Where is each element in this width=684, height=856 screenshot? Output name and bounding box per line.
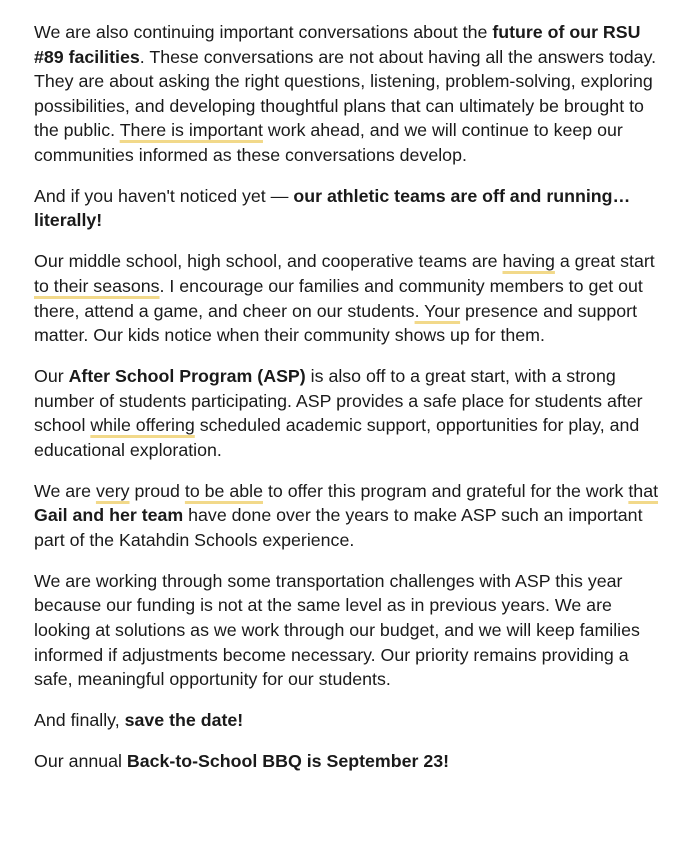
text-run: work ahead, and we will continue to keep our communities informed as these conversations develop. bbox=[34, 120, 623, 165]
text-run: And finally, bbox=[34, 710, 125, 731]
bold-text-bbq: Back-to-School BBQ is September 23! bbox=[126, 750, 450, 771]
text-run: presence and support matter. Our kids notice when their community shows up for them. bbox=[34, 300, 638, 346]
bold-text-asp: After School Program (ASP) bbox=[68, 366, 306, 387]
newsletter-body bbox=[34, 20, 664, 790]
paragraph-facilities bbox=[34, 20, 664, 168]
text-run: have done over the years to make ASP such an important part of the Katahdin Schools experience. bbox=[34, 505, 643, 550]
text-run: Our middle school, high school, and cooperative teams are bbox=[34, 251, 503, 272]
bold-text-gail: Gail and her team bbox=[34, 505, 184, 526]
grammar-suggestion-underline[interactable]: while offering bbox=[90, 415, 195, 436]
text-run: is also off to a great start, with a strong number of students participating. ASP provides a safe place for students after school bbox=[34, 366, 643, 436]
bold-text-save-date: save the date! bbox=[124, 710, 244, 731]
text-run: We are bbox=[34, 480, 96, 501]
paragraph-asp-intro bbox=[34, 364, 664, 462]
text-run: And if you haven't noticed yet — bbox=[34, 185, 294, 206]
grammar-suggestion-underline[interactable]: very bbox=[95, 480, 130, 501]
text-run: scheduled academic support, opportunities for play, and educational exploration. bbox=[34, 415, 640, 460]
text-run: a great start bbox=[554, 251, 655, 272]
bold-text-athletics: our athletic teams are off and running… literally! bbox=[34, 185, 631, 231]
text-run: . These conversations are not about having all the answers today. They are about asking the right questions, listening, problem-solving, exploring possibilities, and developing thoughtful plans that can ultimately be brought to the public. bbox=[34, 46, 657, 141]
grammar-suggestion-underline[interactable]: to their seasons bbox=[34, 275, 160, 296]
grammar-suggestion-underline[interactable]: having bbox=[502, 251, 555, 272]
text-run: We are also continuing important conversations about the bbox=[34, 22, 493, 42]
bold-text-facilities: future of our RSU #89 facilities bbox=[34, 22, 641, 67]
text-run: Our annual bbox=[34, 750, 127, 771]
paragraph-save-the-date bbox=[34, 708, 664, 733]
text-run: We are working through some transportation challenges with ASP this year because our funding is not at the same level as in previous years. We are looking at solutions as we work through our budget, and we will keep families informed if adjustments become necessary. Our priority remains providing a safe, meaningful opportunity for our students. bbox=[34, 570, 640, 690]
grammar-suggestion-underline[interactable]: . Your bbox=[414, 300, 461, 321]
grammar-suggestion-underline[interactable]: that bbox=[628, 480, 659, 501]
grammar-suggestion-underline[interactable]: to be able bbox=[184, 480, 263, 501]
paragraph-athletics-intro bbox=[34, 184, 664, 233]
text-run: proud bbox=[129, 480, 185, 501]
text-run: . I encourage our families and community members to get out there, attend a game, and cheer on our students bbox=[34, 275, 643, 321]
paragraph-bbq bbox=[34, 749, 664, 774]
grammar-suggestion-underline[interactable]: There is important bbox=[119, 120, 263, 141]
paragraph-athletics bbox=[34, 249, 664, 347]
paragraph-transportation bbox=[34, 569, 664, 692]
paragraph-asp-thanks bbox=[34, 479, 664, 553]
text-run: to offer this program and grateful for the work bbox=[263, 480, 629, 501]
text-run: Our bbox=[34, 366, 69, 387]
